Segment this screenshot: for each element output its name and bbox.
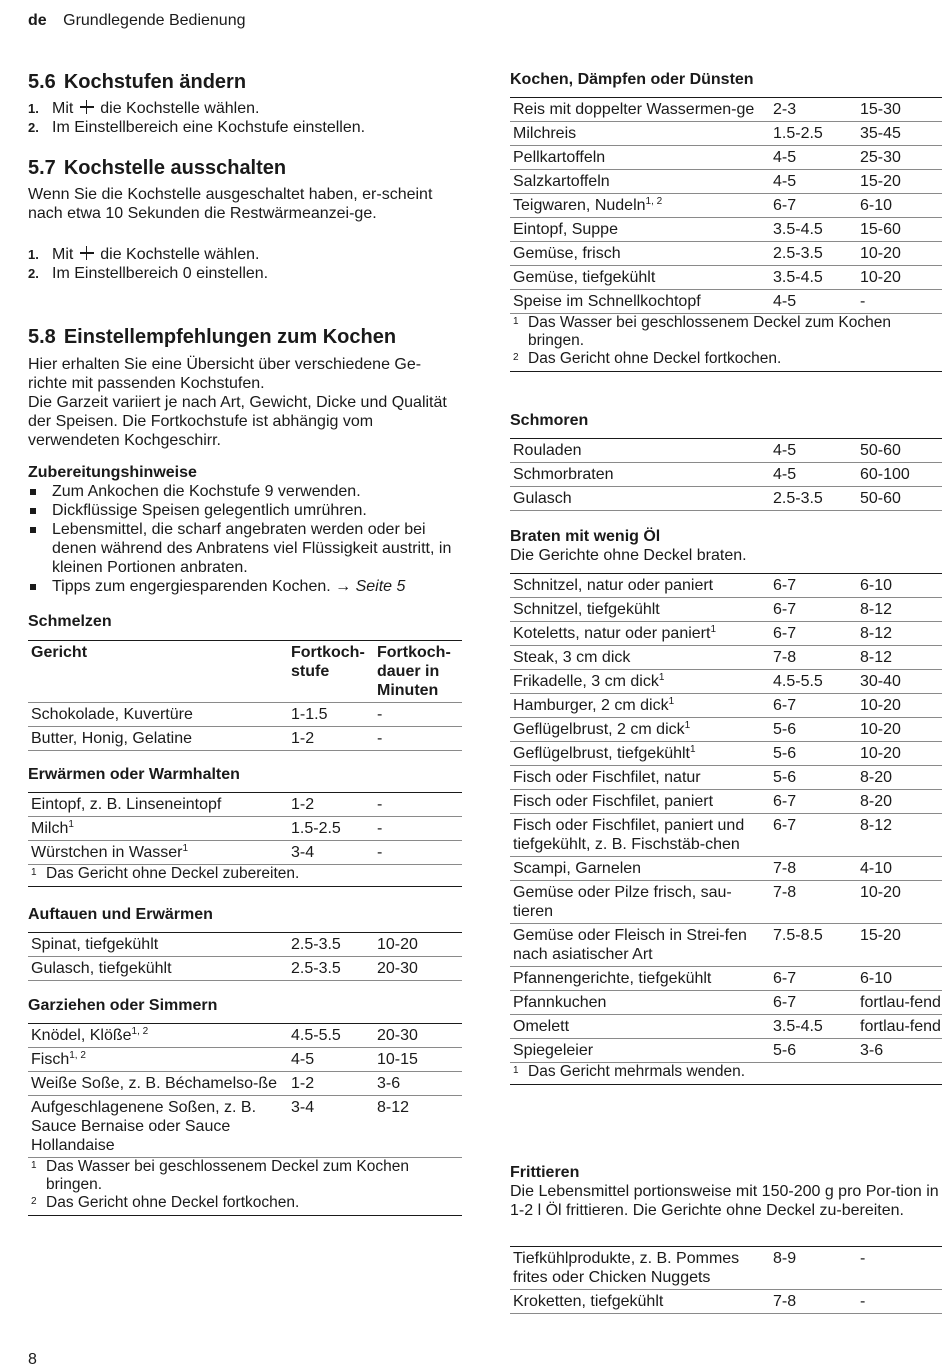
- level-cell: 4.5-5.5: [773, 673, 823, 690]
- dish-cell: [510, 857, 770, 881]
- tip-item: Zum Ankochen die Kochstufe 9 verwenden.: [28, 482, 462, 501]
- dish-name: Fisch oder Fischfilet, natur: [513, 769, 701, 786]
- erwaermen-heading: Erwärmen oder Warmhalten: [28, 766, 240, 783]
- footnote-text: Das Gericht ohne Deckel zubereiten.: [46, 865, 300, 882]
- footnote: [28, 1194, 462, 1212]
- duration-cell: 10-15: [377, 1051, 418, 1068]
- page-header: [28, 11, 246, 30]
- level-cell: 1.5-2.5: [773, 125, 823, 142]
- duration-cell: 10-20: [377, 936, 418, 953]
- footnote-ref: 1: [710, 624, 717, 635]
- table-row: [28, 933, 462, 957]
- table-row: [510, 646, 942, 670]
- table-row: [510, 881, 942, 924]
- dish-cell: [510, 790, 770, 814]
- duration-cell: 8-12: [377, 1099, 410, 1116]
- table-row: [28, 1024, 462, 1048]
- duration-cell: 3-6: [860, 1042, 884, 1059]
- section-5-7-steps: [28, 245, 462, 283]
- table-row: [510, 814, 942, 857]
- table-row: [28, 793, 462, 817]
- section-5-6-steps: [28, 99, 462, 137]
- chapter-title: Grundlegende Bedienung: [63, 12, 246, 29]
- level-cell: 6-7: [773, 577, 797, 594]
- page-number: 8: [28, 1351, 37, 1368]
- dish-name: Tiefkühlprodukte, z. B. Pommes frites oder Chicken Nuggets: [513, 1250, 740, 1286]
- level-cell: 2-3: [773, 101, 797, 118]
- tip-item: Dickflüssige Speisen gelegentlich umrühren.: [28, 501, 462, 520]
- table-row: [510, 790, 942, 814]
- duration-cell: -: [377, 796, 383, 813]
- dish-name: Speise im Schnellkochtopf: [513, 293, 701, 310]
- dish-cell: [510, 574, 770, 598]
- duration-cell: -: [377, 706, 383, 723]
- table-row: [510, 1290, 942, 1314]
- level-cell: 7.5-8.5: [773, 927, 823, 944]
- table-row: [510, 122, 942, 146]
- table-row: [510, 218, 942, 242]
- table-row: [510, 742, 942, 766]
- dish-cell: [510, 1015, 770, 1039]
- footnote: [510, 314, 942, 350]
- dish-cell: [510, 1290, 770, 1314]
- level-cell: 4-5: [291, 1051, 315, 1068]
- dish-name: Schmorbraten: [513, 466, 614, 483]
- dish-cell: [28, 817, 288, 841]
- erwaermen-block: [28, 792, 462, 887]
- table-row: [510, 574, 942, 598]
- table-row: [510, 967, 942, 991]
- dish-name: Milchreis: [513, 125, 577, 142]
- section-5-8-para-1: Hier erhalten Sie eine Übersicht über verschiedene Ge-richte mit passenden Kochstufen.: [28, 356, 422, 392]
- table-row: [510, 146, 942, 170]
- dish-name: Gemüse oder Pilze frisch, sau-tieren: [513, 884, 732, 920]
- section-5-6-heading: 5.6 Kochstufen ändern: [28, 71, 247, 93]
- dish-cell: [510, 290, 770, 314]
- table-row: [510, 857, 942, 881]
- garziehen-heading: Garziehen oder Simmern: [28, 997, 218, 1014]
- erwaermen-table: [28, 792, 462, 865]
- footnote-ref: 1: [182, 843, 189, 854]
- table-row: [510, 622, 942, 646]
- level-cell: 1-2: [291, 730, 315, 747]
- dish-cell: [510, 646, 770, 670]
- table-row: [510, 1015, 942, 1039]
- frittieren-intro: Die Lebensmittel portionsweise mit 150-200 g pro Por-tion in 1-2 l Öl frittieren. Die Gerichte ohne Deckel zu-bereiten.: [510, 1183, 939, 1219]
- dish-cell: [28, 793, 288, 817]
- dish-name: Frikadelle, 3 cm dick: [513, 673, 659, 690]
- dish-name: Rouladen: [513, 442, 582, 459]
- duration-cell: 15-30: [860, 101, 901, 118]
- dish-cell: [510, 742, 770, 766]
- level-cell: 5-6: [773, 769, 797, 786]
- table-header-row: Gericht Fortkoch-stufe Fortkoch-dauer in Minuten: [28, 641, 462, 703]
- dish-cell: [510, 967, 770, 991]
- schmelzen-table: [28, 640, 462, 751]
- section-5-8-para-2: Die Garzeit variiert je nach Art, Gewicht, Dicke und Qualität der Speisen. Die Fortkochstufe ist abhängig vom verwendeten Kochgeschirr.: [28, 394, 447, 449]
- duration-cell: 10-20: [860, 884, 901, 901]
- table-row: [510, 290, 942, 314]
- table-row: [28, 727, 462, 751]
- table-row: [510, 694, 942, 718]
- dish-name: Eintopf, Suppe: [513, 221, 618, 238]
- section-5-7-intro: Wenn Sie die Kochstelle ausgeschaltet haben, er-scheint nach etwa 10 Sekunden die Restwärmeanzei-ge.: [28, 186, 433, 222]
- dish-name: Schnitzel, natur oder paniert: [513, 577, 714, 594]
- footnote-ref: 1: [690, 744, 696, 755]
- dish-name: Pfannengerichte, tiefgekühlt: [513, 970, 712, 987]
- footnote-marker: 2: [513, 352, 519, 363]
- level-cell: 7-8: [773, 1293, 797, 1310]
- level-cell: 6-7: [773, 994, 797, 1011]
- dish-cell: [510, 122, 770, 146]
- erwaermen-footnotes: [28, 865, 462, 887]
- position-select-icon: [80, 100, 94, 114]
- dish-cell: [28, 1024, 288, 1048]
- dish-cell: [28, 1048, 288, 1072]
- table-row: [510, 670, 942, 694]
- duration-cell: 10-20: [860, 697, 901, 714]
- duration-cell: -: [377, 844, 383, 861]
- level-cell: 1-1.5: [291, 706, 328, 723]
- level-cell: 6-7: [773, 970, 797, 987]
- dish-name: Milch: [31, 820, 69, 837]
- kochen-block: [510, 97, 942, 372]
- level-cell: 1-2: [291, 1075, 315, 1092]
- dish-cell: [510, 924, 770, 967]
- braten-intro: Die Gerichte ohne Deckel braten.: [510, 547, 747, 564]
- level-cell: 3-4: [291, 1099, 315, 1116]
- duration-cell: fortlau-fend: [860, 994, 941, 1011]
- dish-cell: [28, 703, 288, 727]
- duration-cell: 8-12: [860, 601, 893, 618]
- footnote: [510, 1063, 942, 1081]
- dish-name: Schokolade, Kuvertüre: [31, 706, 193, 723]
- footnote-ref: 1, 2: [645, 196, 663, 207]
- level-cell: 7-8: [773, 860, 797, 877]
- table-row: [28, 817, 462, 841]
- duration-cell: 15-20: [860, 927, 901, 944]
- level-cell: 4-5: [773, 149, 797, 166]
- footnote-text: Das Wasser bei geschlossenem Deckel zum Kochen bringen.: [46, 1158, 409, 1193]
- footnote-ref: 1: [68, 819, 74, 830]
- dish-cell: [510, 622, 770, 646]
- dish-name: Koteletts, natur oder paniert: [513, 625, 711, 642]
- footnote: [510, 350, 942, 368]
- duration-cell: -: [377, 820, 383, 837]
- duration-cell: 20-30: [377, 960, 418, 977]
- dish-name: Steak, 3 cm dick: [513, 649, 631, 666]
- tips-heading: Zubereitungshinweise: [28, 464, 197, 481]
- table-row: [28, 1048, 462, 1072]
- footnote-ref: 1: [668, 696, 675, 707]
- dish-cell: [510, 194, 770, 218]
- dish-name: Knödel, Klöße: [31, 1027, 132, 1044]
- dish-cell: [510, 439, 770, 463]
- dish-name: Fisch oder Fischfilet, paniert: [513, 793, 714, 810]
- tip-item: Tipps zum engergiesparenden Kochen. → Seite 5: [28, 577, 462, 596]
- duration-cell: fortlau-fend: [860, 1018, 941, 1035]
- auftauen-table: [28, 932, 462, 981]
- dish-name: Scampi, Garnelen: [513, 860, 642, 877]
- section-5-7-heading: 5.7 Kochstelle ausschalten: [28, 157, 287, 179]
- level-cell: 3.5-4.5: [773, 221, 823, 238]
- level-cell: 7-8: [773, 884, 797, 901]
- kochen-heading: Kochen, Dämpfen oder Dünsten: [510, 71, 754, 88]
- dish-cell: [28, 727, 288, 751]
- dish-name: Butter, Honig, Gelatine: [31, 730, 192, 747]
- dish-cell: [510, 598, 770, 622]
- level-cell: 8-9: [773, 1250, 797, 1267]
- dish-name: Gulasch: [513, 490, 572, 507]
- table-row: [510, 991, 942, 1015]
- footnote: [28, 865, 462, 883]
- footnote-marker: 1: [513, 316, 519, 327]
- dish-cell: [510, 242, 770, 266]
- dish-cell: [510, 814, 770, 857]
- language-code: de: [28, 12, 47, 29]
- footnote-text: Das Gericht ohne Deckel fortkochen.: [46, 1194, 300, 1211]
- dish-name: Schnitzel, tiefgekühlt: [513, 601, 660, 618]
- schmelzen-heading: Schmelzen: [28, 613, 112, 630]
- table-row: [510, 924, 942, 967]
- level-cell: 5-6: [773, 1042, 797, 1059]
- dish-cell: [510, 170, 770, 194]
- level-cell: 1-2: [291, 796, 315, 813]
- level-cell: 6-7: [773, 625, 797, 642]
- level-cell: 2.5-3.5: [773, 245, 823, 262]
- level-cell: 4-5: [773, 293, 797, 310]
- level-cell: 3.5-4.5: [773, 269, 823, 286]
- level-cell: 6-7: [773, 793, 797, 810]
- duration-cell: 15-20: [860, 173, 901, 190]
- table-row: [510, 487, 942, 511]
- footnote-marker: 1: [513, 1065, 519, 1076]
- frittieren-heading: Frittieren: [510, 1164, 580, 1181]
- garziehen-table: [28, 1023, 462, 1158]
- dish-cell: [510, 670, 770, 694]
- level-cell: 3.5-4.5: [773, 1018, 823, 1035]
- dish-name: Gemüse oder Fleisch in Strei-fen nach asiatischer Art: [513, 927, 747, 963]
- duration-cell: 8-12: [860, 625, 893, 642]
- tip-item: Lebensmittel, die scharf angebraten werden oder bei denen während des Anbratens viel Flüssigkeit austritt, in kleinen Portionen anbraten.: [28, 520, 462, 577]
- footnote-ref: 1, 2: [69, 1050, 86, 1061]
- dish-name: Omelett: [513, 1018, 570, 1035]
- level-cell: 5-6: [773, 721, 797, 738]
- footnote-ref: 1: [658, 672, 665, 683]
- table-row: [510, 194, 942, 218]
- duration-cell: 20-30: [377, 1027, 418, 1044]
- duration-cell: 8-12: [860, 817, 893, 834]
- braten-block: [510, 573, 942, 1085]
- dish-cell: [28, 1096, 288, 1158]
- dish-cell: [28, 933, 288, 957]
- dish-name: Spinat, tiefgekühlt: [31, 936, 159, 953]
- dish-cell: [510, 881, 770, 924]
- level-cell: 2.5-3.5: [773, 490, 823, 507]
- dish-name: Gulasch, tiefgekühlt: [31, 960, 172, 977]
- table-row: [28, 841, 462, 865]
- kochen-table: [510, 97, 942, 314]
- duration-cell: -: [860, 1250, 866, 1267]
- frittieren-table: [510, 1246, 942, 1314]
- table-row: [28, 703, 462, 727]
- duration-cell: -: [860, 1293, 866, 1310]
- table-row: [510, 242, 942, 266]
- dish-name: Aufgeschlagenene Soßen, z. B. Sauce Bernaise oder Sauce Hollandaise: [31, 1099, 257, 1154]
- schmoren-heading: Schmoren: [510, 412, 589, 429]
- dish-cell: [510, 98, 770, 122]
- dish-name: Fisch: [31, 1051, 70, 1068]
- duration-cell: 10-20: [860, 721, 901, 738]
- dish-name: Teigwaren, Nudeln: [513, 197, 646, 214]
- dish-cell: [28, 841, 288, 865]
- dish-name: Weiße Soße, z. B. Béchamelso-ße: [31, 1075, 278, 1092]
- dish-cell: [510, 266, 770, 290]
- duration-cell: 50-60: [860, 442, 901, 459]
- dish-name: Geflügelbrust, tiefgekühlt: [513, 745, 690, 762]
- level-cell: 4-5: [773, 173, 797, 190]
- table-row: [510, 98, 942, 122]
- footnote-text: Das Gericht mehrmals wenden.: [528, 1063, 746, 1080]
- dish-name: Pellkartoffeln: [513, 149, 606, 166]
- table-row: [28, 1072, 462, 1096]
- dish-cell: [510, 718, 770, 742]
- duration-cell: 6-10: [860, 197, 893, 214]
- page-reference-link[interactable]: → Seite 5: [335, 578, 406, 595]
- dish-cell: [510, 766, 770, 790]
- step: 1. Mit die Kochstelle wählen.: [28, 100, 260, 117]
- dish-name: Gemüse, frisch: [513, 245, 621, 262]
- level-cell: 2.5-3.5: [291, 936, 341, 953]
- table-row: [510, 463, 942, 487]
- level-cell: 6-7: [773, 601, 797, 618]
- dish-name: Fisch oder Fischfilet, paniert und tiefgekühlt, z. B. Fischstäb-chen: [513, 817, 745, 853]
- table-row: [510, 718, 942, 742]
- footnote-text: Das Wasser bei geschlossenem Deckel zum Kochen bringen.: [528, 314, 891, 349]
- dish-cell: [510, 487, 770, 511]
- table-row: [510, 1039, 942, 1063]
- section-5-8-heading: 5.8 Einstellempfehlungen zum Kochen: [28, 326, 397, 348]
- garziehen-footnotes: [28, 1158, 462, 1216]
- duration-cell: 35-45: [860, 125, 901, 142]
- tips-list: [28, 482, 462, 596]
- duration-cell: 10-20: [860, 245, 901, 262]
- duration-cell: 6-10: [860, 577, 893, 594]
- dish-name: Würstchen in Wasser: [31, 844, 183, 861]
- dish-name: Eintopf, z. B. Linseneintopf: [31, 796, 222, 813]
- table-row: [28, 1096, 462, 1158]
- kochen-footnotes: [510, 314, 942, 372]
- dish-cell: [510, 991, 770, 1015]
- dish-name: Geflügelbrust, 2 cm dick: [513, 721, 685, 738]
- level-cell: 4.5-5.5: [291, 1027, 341, 1044]
- duration-cell: 50-60: [860, 490, 901, 507]
- dish-name: Salzkartoffeln: [513, 173, 610, 190]
- table-row: [510, 598, 942, 622]
- duration-cell: 30-40: [860, 673, 901, 690]
- duration-cell: 8-20: [860, 793, 893, 810]
- dish-name: Pfannkuchen: [513, 994, 607, 1011]
- dish-cell: [510, 463, 770, 487]
- duration-cell: 25-30: [860, 149, 901, 166]
- dish-cell: [28, 1072, 288, 1096]
- table-row: [510, 439, 942, 463]
- footnote-ref: 1, 2: [131, 1026, 149, 1037]
- dish-cell: [510, 1247, 770, 1290]
- footnote: [28, 1158, 462, 1194]
- footnote-ref: 1: [684, 720, 691, 731]
- table-row: [510, 266, 942, 290]
- duration-cell: 8-12: [860, 649, 893, 666]
- level-cell: 6-7: [773, 197, 797, 214]
- footnote-marker: 2: [31, 1196, 37, 1207]
- duration-cell: 15-60: [860, 221, 901, 238]
- dish-cell: [510, 1039, 770, 1063]
- table-row: [510, 170, 942, 194]
- level-cell: 6-7: [773, 697, 797, 714]
- duration-cell: 6-10: [860, 970, 893, 987]
- dish-name: Hamburger, 2 cm dick: [513, 697, 669, 714]
- table-row: [510, 1247, 942, 1290]
- duration-cell: 4-10: [860, 860, 893, 877]
- schmoren-table: [510, 438, 942, 511]
- dish-name: Gemüse, tiefgekühlt: [513, 269, 656, 286]
- level-cell: 3-4: [291, 844, 315, 861]
- duration-cell: 3-6: [377, 1075, 401, 1092]
- duration-cell: 10-20: [860, 745, 901, 762]
- table-row: [28, 957, 462, 981]
- footnote-marker: 1: [31, 867, 37, 878]
- step: 1. Mit die Kochstelle wählen.: [28, 246, 260, 263]
- braten-heading: Braten mit wenig Öl: [510, 528, 661, 545]
- dish-name: Reis mit doppelter Wassermen-ge: [513, 101, 755, 118]
- dish-cell: [510, 218, 770, 242]
- level-cell: 7-8: [773, 649, 797, 666]
- duration-cell: 10-20: [860, 269, 901, 286]
- dish-cell: [510, 146, 770, 170]
- level-cell: 6-7: [773, 817, 797, 834]
- braten-table: [510, 573, 942, 1063]
- step: 2. Im Einstellbereich eine Kochstufe einstellen.: [28, 119, 366, 136]
- duration-cell: 60-100: [860, 466, 910, 483]
- duration-cell: 8-20: [860, 769, 893, 786]
- footnote-text: Das Gericht ohne Deckel fortkochen.: [528, 350, 782, 367]
- step: 2. Im Einstellbereich 0 einstellen.: [28, 265, 269, 282]
- dish-name: Kroketten, tiefgekühlt: [513, 1293, 664, 1310]
- duration-cell: -: [860, 293, 866, 310]
- footnote-marker: 1: [31, 1160, 37, 1171]
- position-select-icon: [80, 246, 94, 260]
- level-cell: 4-5: [773, 442, 797, 459]
- dish-cell: [28, 957, 288, 981]
- dish-name: Spiegeleier: [513, 1042, 594, 1059]
- level-cell: 4-5: [773, 466, 797, 483]
- dish-cell: [510, 694, 770, 718]
- garziehen-block: [28, 1023, 462, 1216]
- braten-footnotes: [510, 1063, 942, 1085]
- level-cell: 2.5-3.5: [291, 960, 341, 977]
- level-cell: 5-6: [773, 745, 797, 762]
- duration-cell: -: [377, 730, 383, 747]
- table-row: [510, 766, 942, 790]
- auftauen-heading: Auftauen und Erwärmen: [28, 906, 213, 923]
- level-cell: 1.5-2.5: [291, 820, 341, 837]
